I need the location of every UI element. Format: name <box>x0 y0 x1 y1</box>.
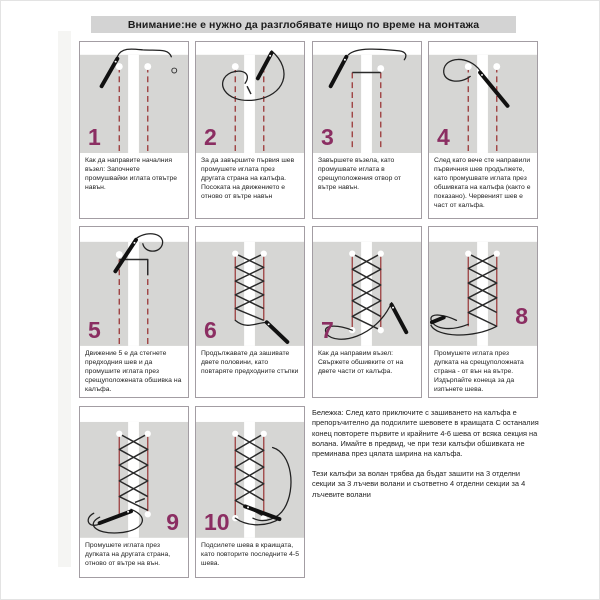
step-number: 5 <box>88 317 101 343</box>
step-5-illustration <box>80 227 188 347</box>
step-7-illustration <box>313 227 421 347</box>
step-panel-5 <box>79 226 189 398</box>
step-panel-2 <box>195 41 305 219</box>
step-panel-9 <box>79 406 189 578</box>
step-panel-10 <box>195 406 305 578</box>
step-panel-6 <box>195 226 305 398</box>
step-panel-1 <box>79 41 189 219</box>
step-panel-3 <box>312 41 422 219</box>
step-caption: След като вече сте направили първичния шев продължете, като промушвате иглата през обшивката на калъфа (както е показано). Червеният шев е част от калъфа. <box>434 157 531 209</box>
step-number: 7 <box>321 317 334 343</box>
step-caption: Движение 5 е да стегнете предходния шев и да промушите иглата през срещуположената обшивка на калъфа. <box>85 350 182 393</box>
step-number: 3 <box>321 124 334 150</box>
step-8-illustration <box>429 227 537 347</box>
page-edge-shadow <box>58 31 71 567</box>
step-panel-8 <box>428 226 538 398</box>
step-1-illustration <box>80 42 188 154</box>
step-caption: Продължавате да зашивате двете половини, като повтаряте предходните стъпки <box>201 350 299 375</box>
step-caption: Подсилете шева в краищата, като повторите последните 4-5 шева. <box>201 542 299 567</box>
lacing-thread-diagram-icon <box>429 227 537 347</box>
step-panel-4 <box>428 41 538 219</box>
step-number: 6 <box>204 317 217 343</box>
step-number: 1 <box>88 124 101 150</box>
step-caption: Как да направите началния възел: Започнете промушвайки иглата отвътре навън. <box>85 157 178 191</box>
step-panel-7 <box>312 226 422 398</box>
step-3-illustration <box>313 42 421 154</box>
note-block <box>312 408 543 500</box>
step-caption: Как да направим възел: Свържете обшивките от на двете части от калъфа. <box>318 350 404 375</box>
step-10-illustration <box>196 407 304 539</box>
step-6-illustration <box>196 227 304 347</box>
step-number: 4 <box>437 124 450 150</box>
warning-title: Внимание:не е нужно да разглобявате нищо по време на монтажа <box>91 16 516 33</box>
step-caption: За да завършите първия шев промушете иглата през другата страна на калъфа. Посоката на движението е отново от вътре навън <box>201 157 295 200</box>
step-caption: Промушете иглата през дупката на другата страна, отново от вътре на вън. <box>85 542 171 567</box>
step-4-illustration <box>429 42 537 154</box>
step-2-illustration <box>196 42 304 154</box>
step-number: 8 <box>515 303 528 329</box>
note-paragraph-2: Тези калъфи за волан трябва да бъдат зашити на 3 отделни секции за 3 лъчеви волани и съответно 4 отделни секции за 4 лъчевите волани <box>312 468 526 499</box>
step-caption: Промушете иглата през дупката на срещуположната страна - от вън на вътре. Издърпайте конеца за да изпънете шева. <box>434 350 524 393</box>
step-number: 2 <box>204 124 217 150</box>
step-caption: Завършете възела, като промушвате иглата в срещуположения отвор от вътре навън. <box>318 157 401 191</box>
step-9-illustration <box>80 407 188 539</box>
step-number: 10 <box>204 509 230 535</box>
step-number: 9 <box>166 509 179 535</box>
note-paragraph-1: Бележка: След като приключите с зашиването на калъфа е препоръчително да подсилите шевовете в краищата С останалия конец повторете първите и крайните 4-6 шева от всяка секция на волана. Имайте в предвид, че при тези калъфи обшивката не преминава през цялата ширина на калъфа. <box>312 408 539 459</box>
